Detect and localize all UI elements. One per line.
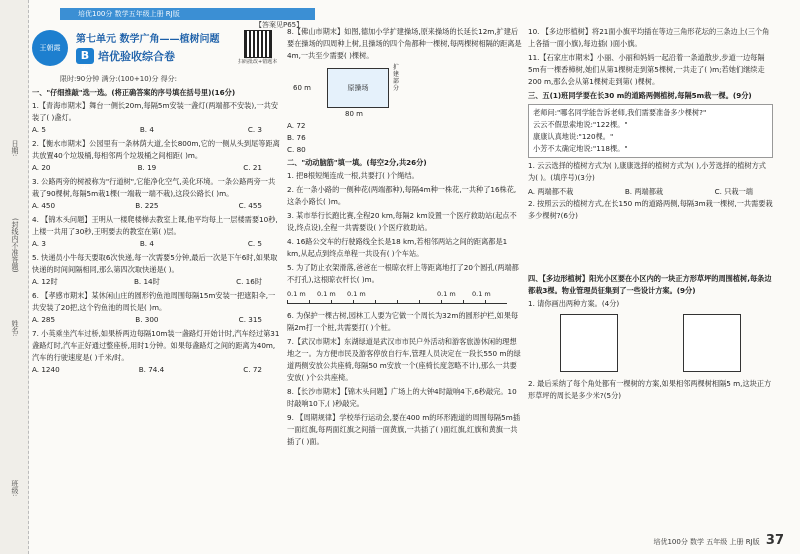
option: C. 只栽一端 xyxy=(714,187,753,196)
rod-line xyxy=(287,300,507,304)
square-drawing-box[interactable] xyxy=(683,314,741,372)
option: B. 225 xyxy=(135,201,159,210)
option: A. 285 xyxy=(32,315,56,324)
option: C. 21 xyxy=(243,163,262,172)
section-2-heading: 二、"动动脑筋"填一填。(每空2分,共26分) xyxy=(287,158,427,167)
original-playground: 原操场 xyxy=(327,68,389,108)
section-4-q1: 1. 请你画出两种方案。(4分) xyxy=(528,299,620,308)
figure-height-label: 60 m xyxy=(293,84,311,92)
option: A. 1240 xyxy=(32,365,60,374)
choice-question xyxy=(32,176,282,212)
question-text: 3. 公路两旁的树被称为"行道树",它能净化空气,美化环境。一条公路两旁一共栽了90棵树,每隔5m栽1棵(一端栽一端不栽),这段公路长( )m。 xyxy=(32,177,276,198)
rod-segment-label: 0.1 m xyxy=(472,290,491,298)
dialogue-line: 小芳不太确定地说:"118棵。" xyxy=(533,144,628,153)
qr-caption: 扫码批改+错题本 xyxy=(238,59,278,65)
section-3-q2: 2. 按照云云的植树方式,在长150 m的道路两侧,每隔3m栽一棵树,一共需要栽多少棵树?(6分) xyxy=(528,199,773,220)
section-3-options xyxy=(528,186,773,198)
option: A. 20 xyxy=(32,163,51,172)
column-1 xyxy=(32,86,282,378)
option: C. 5 xyxy=(247,239,262,248)
option: A. 450 xyxy=(32,201,56,210)
question-text: 6. 【孝感市期末】某休闲山庄的圆形钓鱼池周围每隔15m安装一把遮阳伞,一共安装了20把,这个钓鱼池的周长是( )m。 xyxy=(32,291,276,312)
section-3-q1: 1. 云云选择的植树方式为( ),康康选择的植树方式为( ),小芳选择的植树方式为( )。(填序号)(3分) xyxy=(528,161,766,182)
fill-item-4: 4. 16路公交车的行驶路线全长是18 km,若相邻两站之间的距离都是1 km,从起点到终点单程一共设有( )个车站。 xyxy=(287,237,508,258)
choice-question xyxy=(32,138,282,174)
question-options xyxy=(32,124,282,136)
unit-title: 第七单元 数学广角——植树问题 xyxy=(76,34,220,45)
top-banner: 培优100分 数学五年级上册 RJ版 xyxy=(60,8,315,20)
q8-options xyxy=(287,120,522,156)
fill-item-7: 7.【武汉市期末】东湖绿道是武汉市市民户外活动和游客旅游休闲的理想地之一。为方便市民及游客停放自行车,管理人员决定在一段长550 m的绿道两侧安放公共座椅,每隔50 m安放一个(座椅长度忽略不计),那么一共要安放( )个公共座椅。 xyxy=(287,337,521,382)
section-3-heading: 三、五(1)班同学要在长30 m的道路两侧植树,每隔5m栽一棵。(9分) xyxy=(528,91,752,100)
question-text: 4. 【锦木头问题】王明从一楼爬楼梯去教室上课,他平均每上一层楼需要10秒,上楼一共用了30秒,王明要去的教室在第( )层。 xyxy=(32,215,278,236)
answer-reference: 【答案见P65】 xyxy=(255,21,304,29)
option: B. 74.4 xyxy=(138,365,165,374)
dialogue-line: 老师问:"哪名同学能告诉老师,我们需要准备多少棵树?" xyxy=(533,108,707,117)
footer-text: 培优100分 数学 五年级 上册 RJ版 xyxy=(653,538,760,546)
dialogue-line: 康康认真地说:"120棵。" xyxy=(533,132,614,141)
column-3 xyxy=(528,26,773,404)
worksheet-header xyxy=(32,28,282,78)
rod-segment-label: 0.1 m xyxy=(437,290,456,298)
choice-question xyxy=(32,290,282,326)
option: A. 5 xyxy=(32,125,46,134)
margin-label-name: 姓名: xyxy=(11,320,19,337)
question-text: 2.【衡水市期末】公园里有一条林荫大道,全长800m,它的一侧从头到尾等距离共放置40个垃圾桶,每相邻两个垃圾桶之间相距( )m。 xyxy=(32,139,280,160)
answer-space xyxy=(528,224,773,272)
margin-label-date: 日期: xyxy=(11,140,19,157)
rod-segment-label: 0.1 m xyxy=(287,290,306,298)
option: C. 16时 xyxy=(236,277,262,286)
fill-item-10: 10. 【多边形植树】将21面小旗平均插在等边三角形花坛的三条边上(三个角上各插一面小旗),每边插( )面小旗。 xyxy=(528,27,770,48)
page-footer xyxy=(653,533,784,548)
qr-code-icon[interactable] xyxy=(244,30,272,58)
binding-margin xyxy=(0,0,29,554)
margin-label-no-answer: (封线内不准答题) xyxy=(11,217,19,273)
fill-item-1: 1. 把8根短绳连成一根,共要打( )个绳结。 xyxy=(287,171,419,180)
choice-question xyxy=(32,100,282,136)
option: B. 76 xyxy=(287,133,306,142)
option: A. 两端都不栽 xyxy=(528,187,574,196)
fill-item-6: 6. 为保护一棵古树,园林工人要为它做一个周长为32m的圆形护栏,如果每隔2m打一个桩,共需要打( )个桩。 xyxy=(287,311,519,332)
drawing-squares xyxy=(528,314,773,372)
question-text: 1.【青海市期末】舞台一侧长20m,每隔5m安装一盏灯(两端都不安装),一共安装了( )盏灯。 xyxy=(32,101,279,122)
option: C. 3 xyxy=(247,125,262,134)
section-1-heading: 一、"仔细推敲"选一选。(将正确答案的序号填在括号里)(16分) xyxy=(32,88,236,97)
brand-logo: 王朝霞 xyxy=(32,30,68,66)
option: B. 两端都栽 xyxy=(624,187,664,196)
fill-item-11: 11.【石家庄市期末】小丽、小丽和妈妈一起沿着一条道散步,步道一边每隔5m有一棵香樟树,她们从第1棵树走到第5棵树,一共走了( )m;若她们继续走200 m,那么会从第1棵树走到第( )棵树。 xyxy=(528,53,765,86)
margin-label-class: 班级: xyxy=(11,480,19,497)
dialogue-line: 云云不假思索地说:"122棵。" xyxy=(533,120,628,129)
question-text: 5. 快递员小牛每天要取6次快递,每一次需要5分钟,最后一次是下午6时,如果取快递的时间间隔相同,那么第四次取快递是( )。 xyxy=(32,253,278,274)
option: B. 14时 xyxy=(133,277,160,286)
paper-subtitle: 培优验收综合卷 xyxy=(98,50,175,63)
option: A. 3 xyxy=(32,239,46,248)
fill-item-2: 2. 在一条小路的一侧种花(两端都种),每隔4m种一株花,一共种了16株花,这条小路长( )m。 xyxy=(287,185,517,206)
question-options xyxy=(32,200,282,212)
option: C. 72 xyxy=(243,365,262,374)
option: B. 4 xyxy=(139,239,154,248)
fill-item-5: 5. 为了防止衣架滑落,爸爸在一根晾衣杆上等距离地打了20个圆孔(两端都不打孔),这根晾衣杆长( )m。 xyxy=(287,263,519,284)
section-4-heading: 四、【多边形植树】阳光小区要在小区内的一块正方形草坪的周围植树,每条边都栽3棵。物业管理员征集到了一些设计方案。(9分) xyxy=(528,274,772,295)
question-options xyxy=(32,276,282,288)
choice-question xyxy=(32,214,282,250)
option: B. 4 xyxy=(139,125,154,134)
choice-question xyxy=(32,328,282,376)
column-2 xyxy=(287,26,522,450)
fill-item-8: 8.【长沙市期末】【锦木头问题】广场上的大钟4时敲响4下,6秒敲完。10时敲响10下,( )秒敲完。 xyxy=(287,387,517,408)
fill-item-3: 3. 某市举行长跑比赛,全程20 km,每隔2 km设置一个医疗救助站(起点不设,终点设),全程一共需要设( )个医疗救助站。 xyxy=(287,211,517,232)
figure-extension-label: 扩建部分 xyxy=(393,64,400,92)
option: C. 455 xyxy=(238,201,262,210)
option: C. 80 xyxy=(287,145,306,154)
question-options xyxy=(32,162,282,174)
option: B. 300 xyxy=(135,315,159,324)
option: A. 12时 xyxy=(32,277,58,286)
clothes-rod-figure xyxy=(287,288,522,308)
question-options xyxy=(32,238,282,250)
rod-segment-label: 0.1 m xyxy=(347,290,366,298)
question-8: 8.【佛山市期末】如图,德加小学扩建操场,原来操场的长延长12m,扩建后要在操场的四周种上树,且操场的四个角都种一棵树,每两棵树相隔的距离是4m,一共至少需要( )棵树。 xyxy=(287,27,522,60)
option: A. 72 xyxy=(287,121,306,130)
rod-segment-label: 0.1 m xyxy=(317,290,336,298)
section-4-q2: 2. 最后采纳了每个角处都有一棵树的方案,如果相邻两棵树相隔5 m,这块正方形草坪的周长是多少米?(5分) xyxy=(528,379,772,400)
section-1-questions xyxy=(32,100,282,376)
option: B. 19 xyxy=(137,163,157,172)
choice-question xyxy=(32,252,282,288)
fill-item-9: 9. 【周期规律】学校举行运动会,要在400 m的环形跑道的周围每隔5m插一面红旗,每两面红旗之间插一面黄旗,一共插了( )面红旗,红旗和黄旗一共插了( )面。 xyxy=(287,413,520,446)
question-text: 7. 小英乘坐汽车过桥,如果桥两边每隔10m装一盏路灯开始计时,汽车经过第31盏路灯时,汽车正好通过整座桥,用时1分钟。如果每盏路灯之间的距离为40m,汽车的行驶速度是( )千米/时。 xyxy=(32,329,280,362)
paper-badge: B卷 xyxy=(76,48,94,64)
page-number: 37 xyxy=(765,533,784,548)
playground-figure xyxy=(287,64,522,118)
question-options xyxy=(32,314,282,326)
figure-width-label: 80 m xyxy=(345,110,363,118)
question-options xyxy=(32,364,282,376)
square-drawing-box[interactable] xyxy=(560,314,618,372)
dialogue-box xyxy=(528,104,773,158)
option: C. 315 xyxy=(238,315,262,324)
time-score-line: 限时:90分钟 满分:(100+10)分 得分: xyxy=(60,75,178,83)
